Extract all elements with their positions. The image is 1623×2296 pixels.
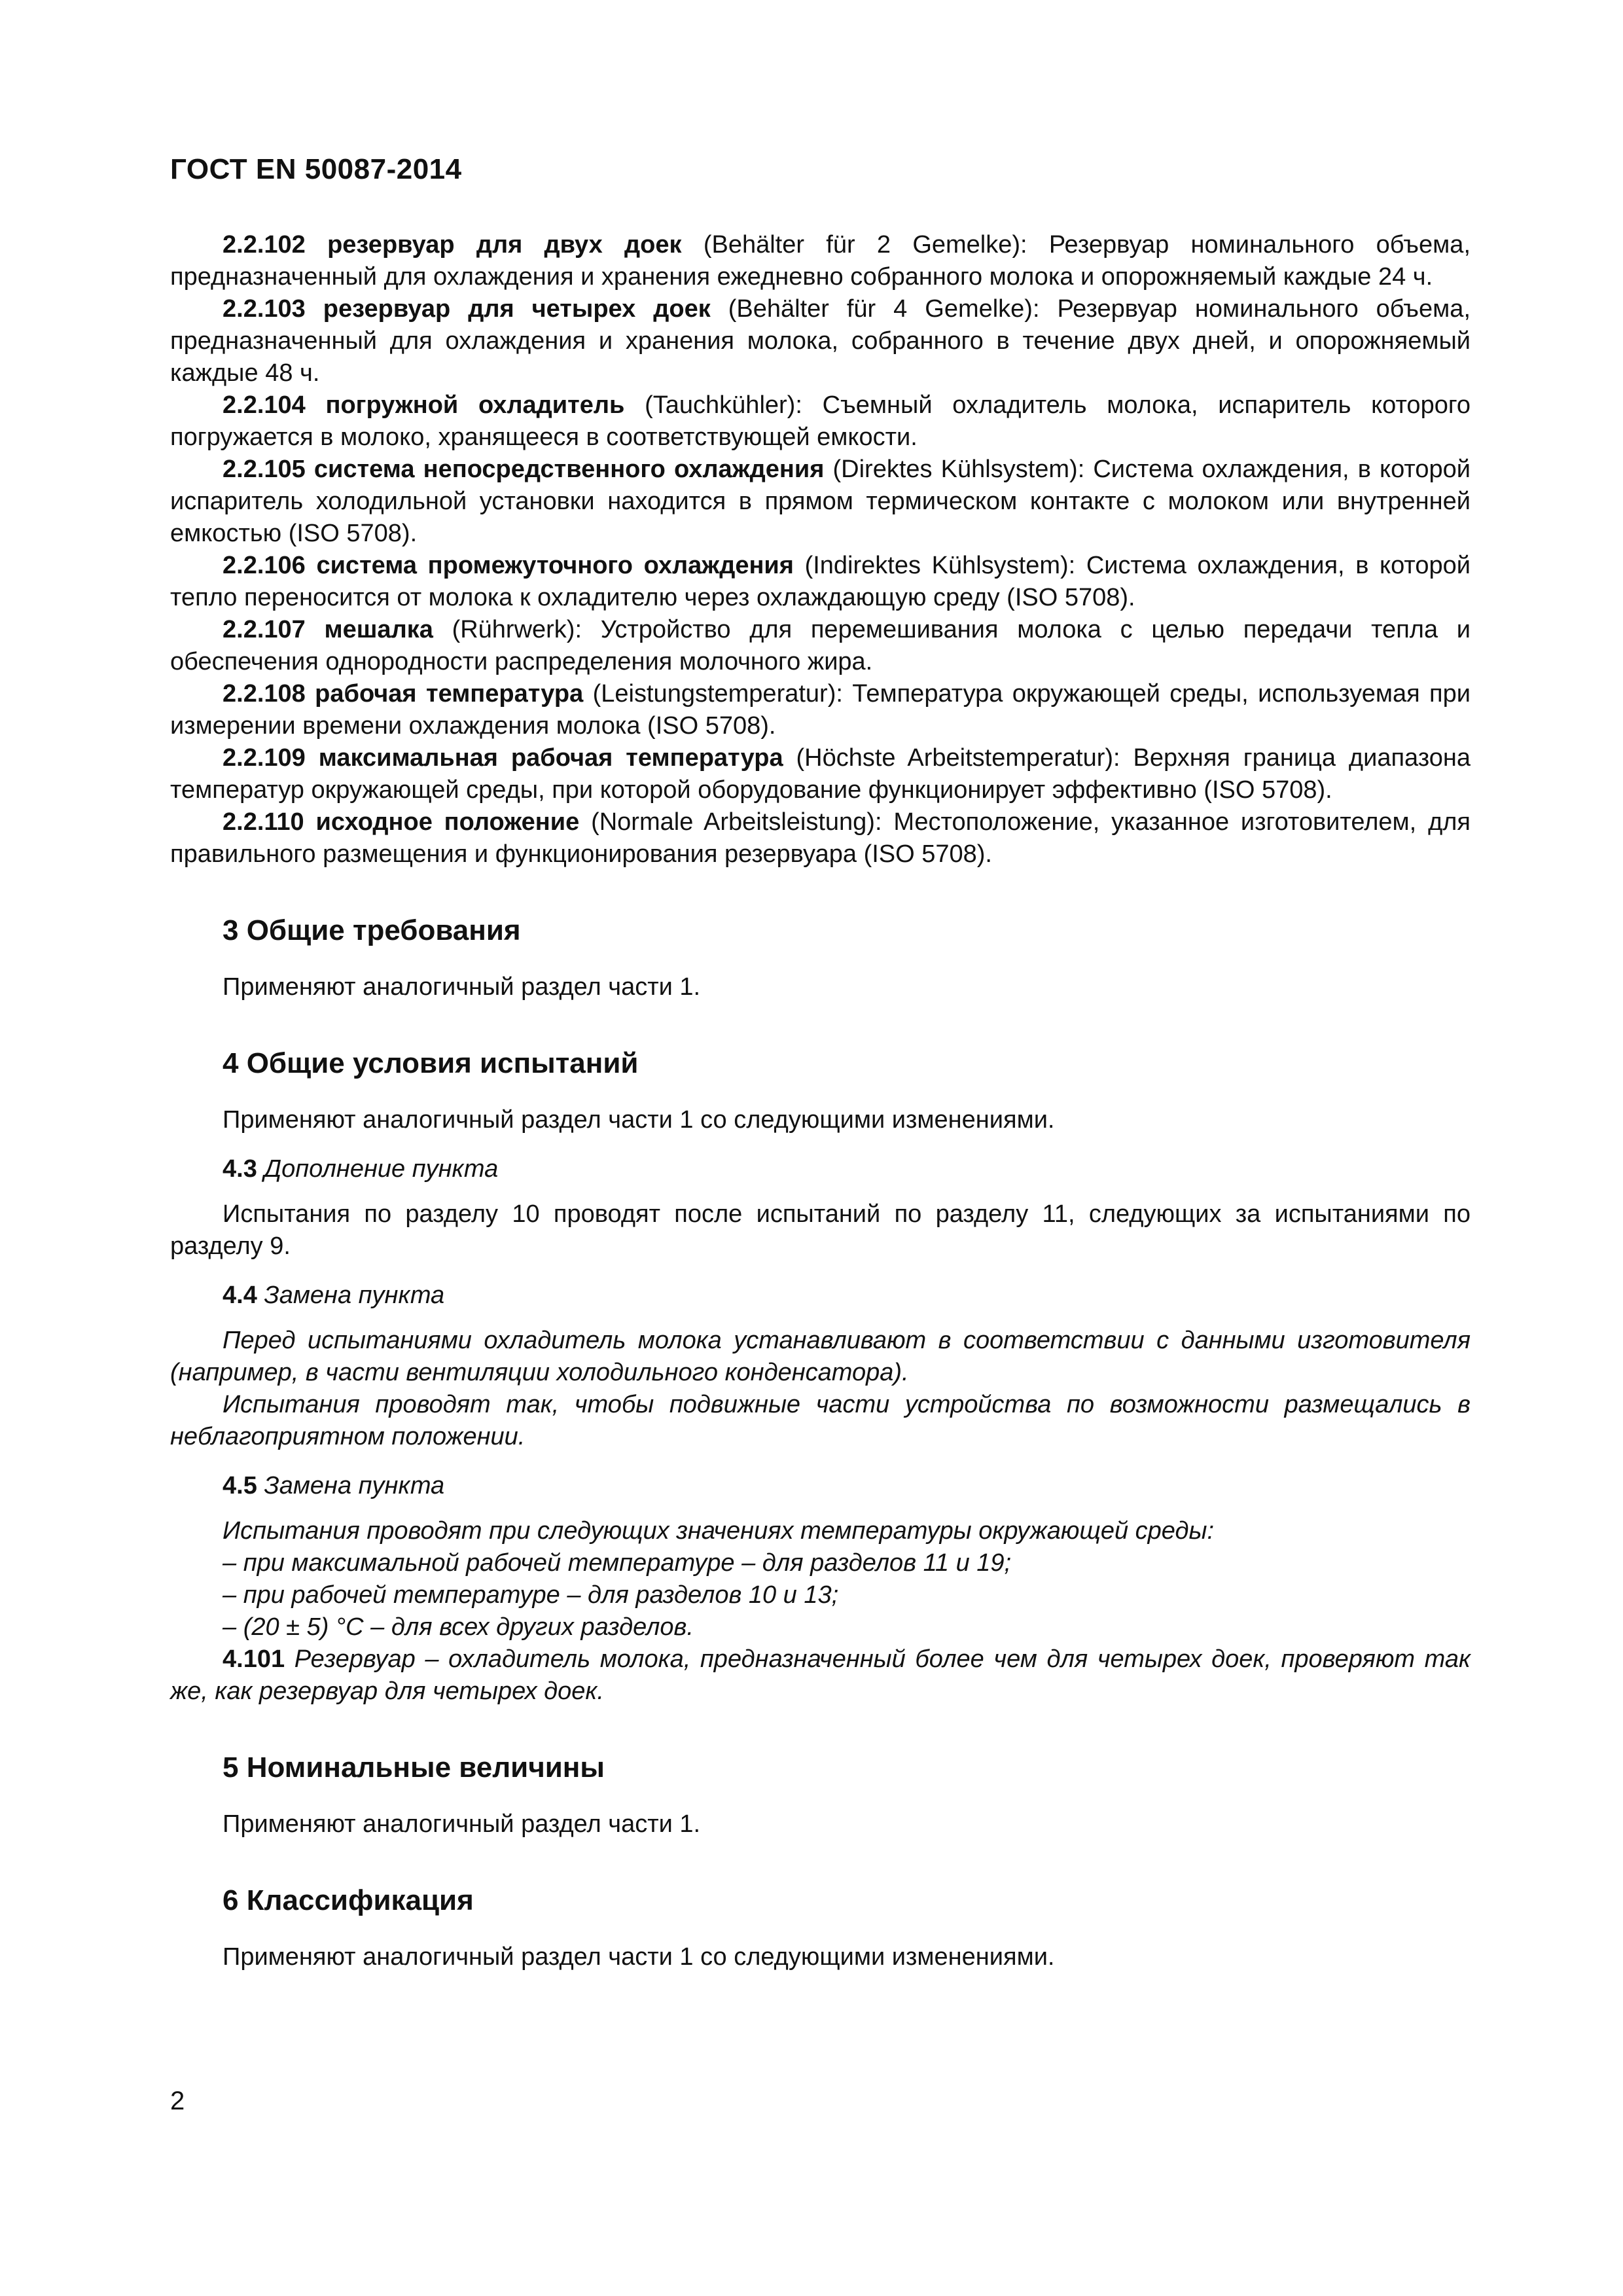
list-item: – при максимальной рабочей температуре – для разделов 11 и 19;	[223, 1549, 1012, 1577]
section-5-text: Применяют аналогичный раздел части 1.	[223, 1810, 701, 1838]
section-4-title: 4 Общие условия испытаний	[223, 1047, 639, 1079]
definition-text: (Indirektes Kühlsystem): Система охлаждения, в которой тепло переносится от молока к охладителю через охлаждающую среду (ISO 5708).	[170, 552, 1471, 611]
clause-4-4-heading	[170, 1280, 1471, 1312]
definition-text: (Rührwerk): Устройство для перемешивания молока с целью передачи тепла и обеспечения однородности распределения молочного жира.	[170, 616, 1471, 675]
definition-text: (Tauchkühler): Съемный охладитель молока, испаритель которого погружается в молоко, хранящееся в соответствующей емкости.	[170, 391, 1471, 451]
section-5-title: 5 Номинальные величины	[223, 1751, 605, 1784]
list-item: – (20 ± 5) °С – для всех других разделов.	[223, 1613, 694, 1641]
definition-2-2-107	[170, 614, 1471, 678]
definition-2-2-105	[170, 454, 1471, 550]
definition-number: 2.2.103	[223, 295, 306, 323]
clause-number: 4.3	[223, 1155, 257, 1183]
definition-number: 2.2.107	[223, 616, 306, 643]
definition-number: 2.2.104	[223, 391, 306, 419]
definition-term: максимальная рабочая температура	[318, 744, 783, 772]
definition-number: 2.2.102	[223, 231, 306, 259]
definition-text: (Normale Arbeitsleistung): Местоположение, указанное изготовителем, для правильного размещения и функционирования резервуара (ISO 5708).	[170, 808, 1471, 868]
clause-number: 4.101	[223, 1645, 285, 1673]
definition-text: (Leistungstemperatur): Температура окружающей среды, используемая при измерении времени охлаждения молока (ISO 5708).	[170, 680, 1471, 740]
section-6-text: Применяют аналогичный раздел части 1 со следующими изменениями.	[223, 1943, 1055, 1971]
section-3-text: Применяют аналогичный раздел части 1.	[223, 973, 701, 1001]
clause-4-3-text: Испытания по разделу 10 проводят после испытаний по разделу 11, следующих за испытаниями по разделу 9.	[170, 1200, 1471, 1260]
definition-2-2-108	[170, 678, 1471, 742]
definition-term: система промежуточного охлаждения	[316, 552, 794, 579]
page-content	[170, 229, 1471, 1973]
clause-4-3-heading	[170, 1153, 1471, 1185]
definition-text: (Behälter für 2 Gemelke): Резервуар номинального объема, предназначенный для охлаждения и хранения ежедневно собранного молока и опорожняемый каждые 24 ч.	[170, 231, 1471, 291]
clause-number: 4.5	[223, 1472, 257, 1499]
definition-number: 2.2.105	[223, 456, 306, 483]
section-3-title: 3 Общие требования	[223, 914, 521, 946]
definition-term: рабочая температура	[315, 680, 584, 708]
definition-term: погружной охладитель	[325, 391, 625, 419]
definition-text: (Behälter für 4 Gemelke): Резервуар номинального объема, предназначенный для охлаждения и хранения молока, собранного в течение двух дней, и опорожняемый каждые 48 ч.	[170, 295, 1471, 387]
definition-2-2-102	[170, 229, 1471, 293]
clause-4-5-heading	[170, 1470, 1471, 1502]
definition-2-2-103	[170, 293, 1471, 389]
definition-number: 2.2.109	[223, 744, 306, 772]
clause-4-5-intro: Испытания проводят при следующих значениях температуры окружающей среды:	[223, 1517, 1215, 1545]
definition-number: 2.2.108	[223, 680, 306, 708]
definition-term: мешалка	[324, 616, 433, 643]
definition-number: 2.2.110	[223, 808, 304, 836]
section-4-text: Применяют аналогичный раздел части 1 со следующими изменениями.	[223, 1106, 1055, 1134]
clause-4-4-paragraph-2: Испытания проводят так, чтобы подвижные части устройства по возможности размещались в неблагоприятном положении.	[170, 1391, 1471, 1450]
clause-text: Резервуар – охладитель молока, предназначенный более чем для четырех доек, проверяют так же, как резервуар для четырех доек.	[170, 1645, 1471, 1705]
definition-2-2-110	[170, 806, 1471, 870]
clause-4-4-paragraph-1: Перед испытаниями охладитель молока устанавливают в соответствии с данными изготовителя (например, в части вентиляции холодильного конденсатора).	[170, 1327, 1471, 1386]
clause-heading-text: Дополнение пункта	[257, 1155, 499, 1183]
definition-term: система непосредственного охлаждения	[313, 456, 825, 483]
document-id-header: ГОСТ EN 50087-2014	[170, 153, 462, 185]
definition-text: (Direktes Kühlsystem): Система охлаждения, в которой испаритель холодильной установки находится в прямом термическом контакте с молоком или внутренней емкостью (ISO 5708).	[170, 456, 1471, 547]
definition-2-2-106	[170, 550, 1471, 614]
section-6-title: 6 Классификация	[223, 1884, 474, 1916]
definition-2-2-109	[170, 742, 1471, 806]
definition-text: (Höchste Arbeitstemperatur): Верхняя граница диапазона температур окружающей среды, при которой оборудование функционирует эффективно (ISO 5708).	[170, 744, 1471, 804]
list-item: – при рабочей температуре – для разделов 10 и 13;	[223, 1581, 839, 1609]
clause-4-101	[170, 1643, 1471, 1708]
page-number: 2	[170, 2087, 185, 2115]
definition-term: исходное положение	[315, 808, 580, 836]
clause-number: 4.4	[223, 1282, 257, 1309]
definition-2-2-104	[170, 389, 1471, 454]
clause-heading-text: Замена пункта	[257, 1472, 445, 1499]
clause-heading-text: Замена пункта	[257, 1282, 445, 1309]
definition-term: резервуар для четырех доек	[323, 295, 711, 323]
definition-term: резервуар для двух доек	[327, 231, 682, 259]
definition-number: 2.2.106	[223, 552, 306, 579]
